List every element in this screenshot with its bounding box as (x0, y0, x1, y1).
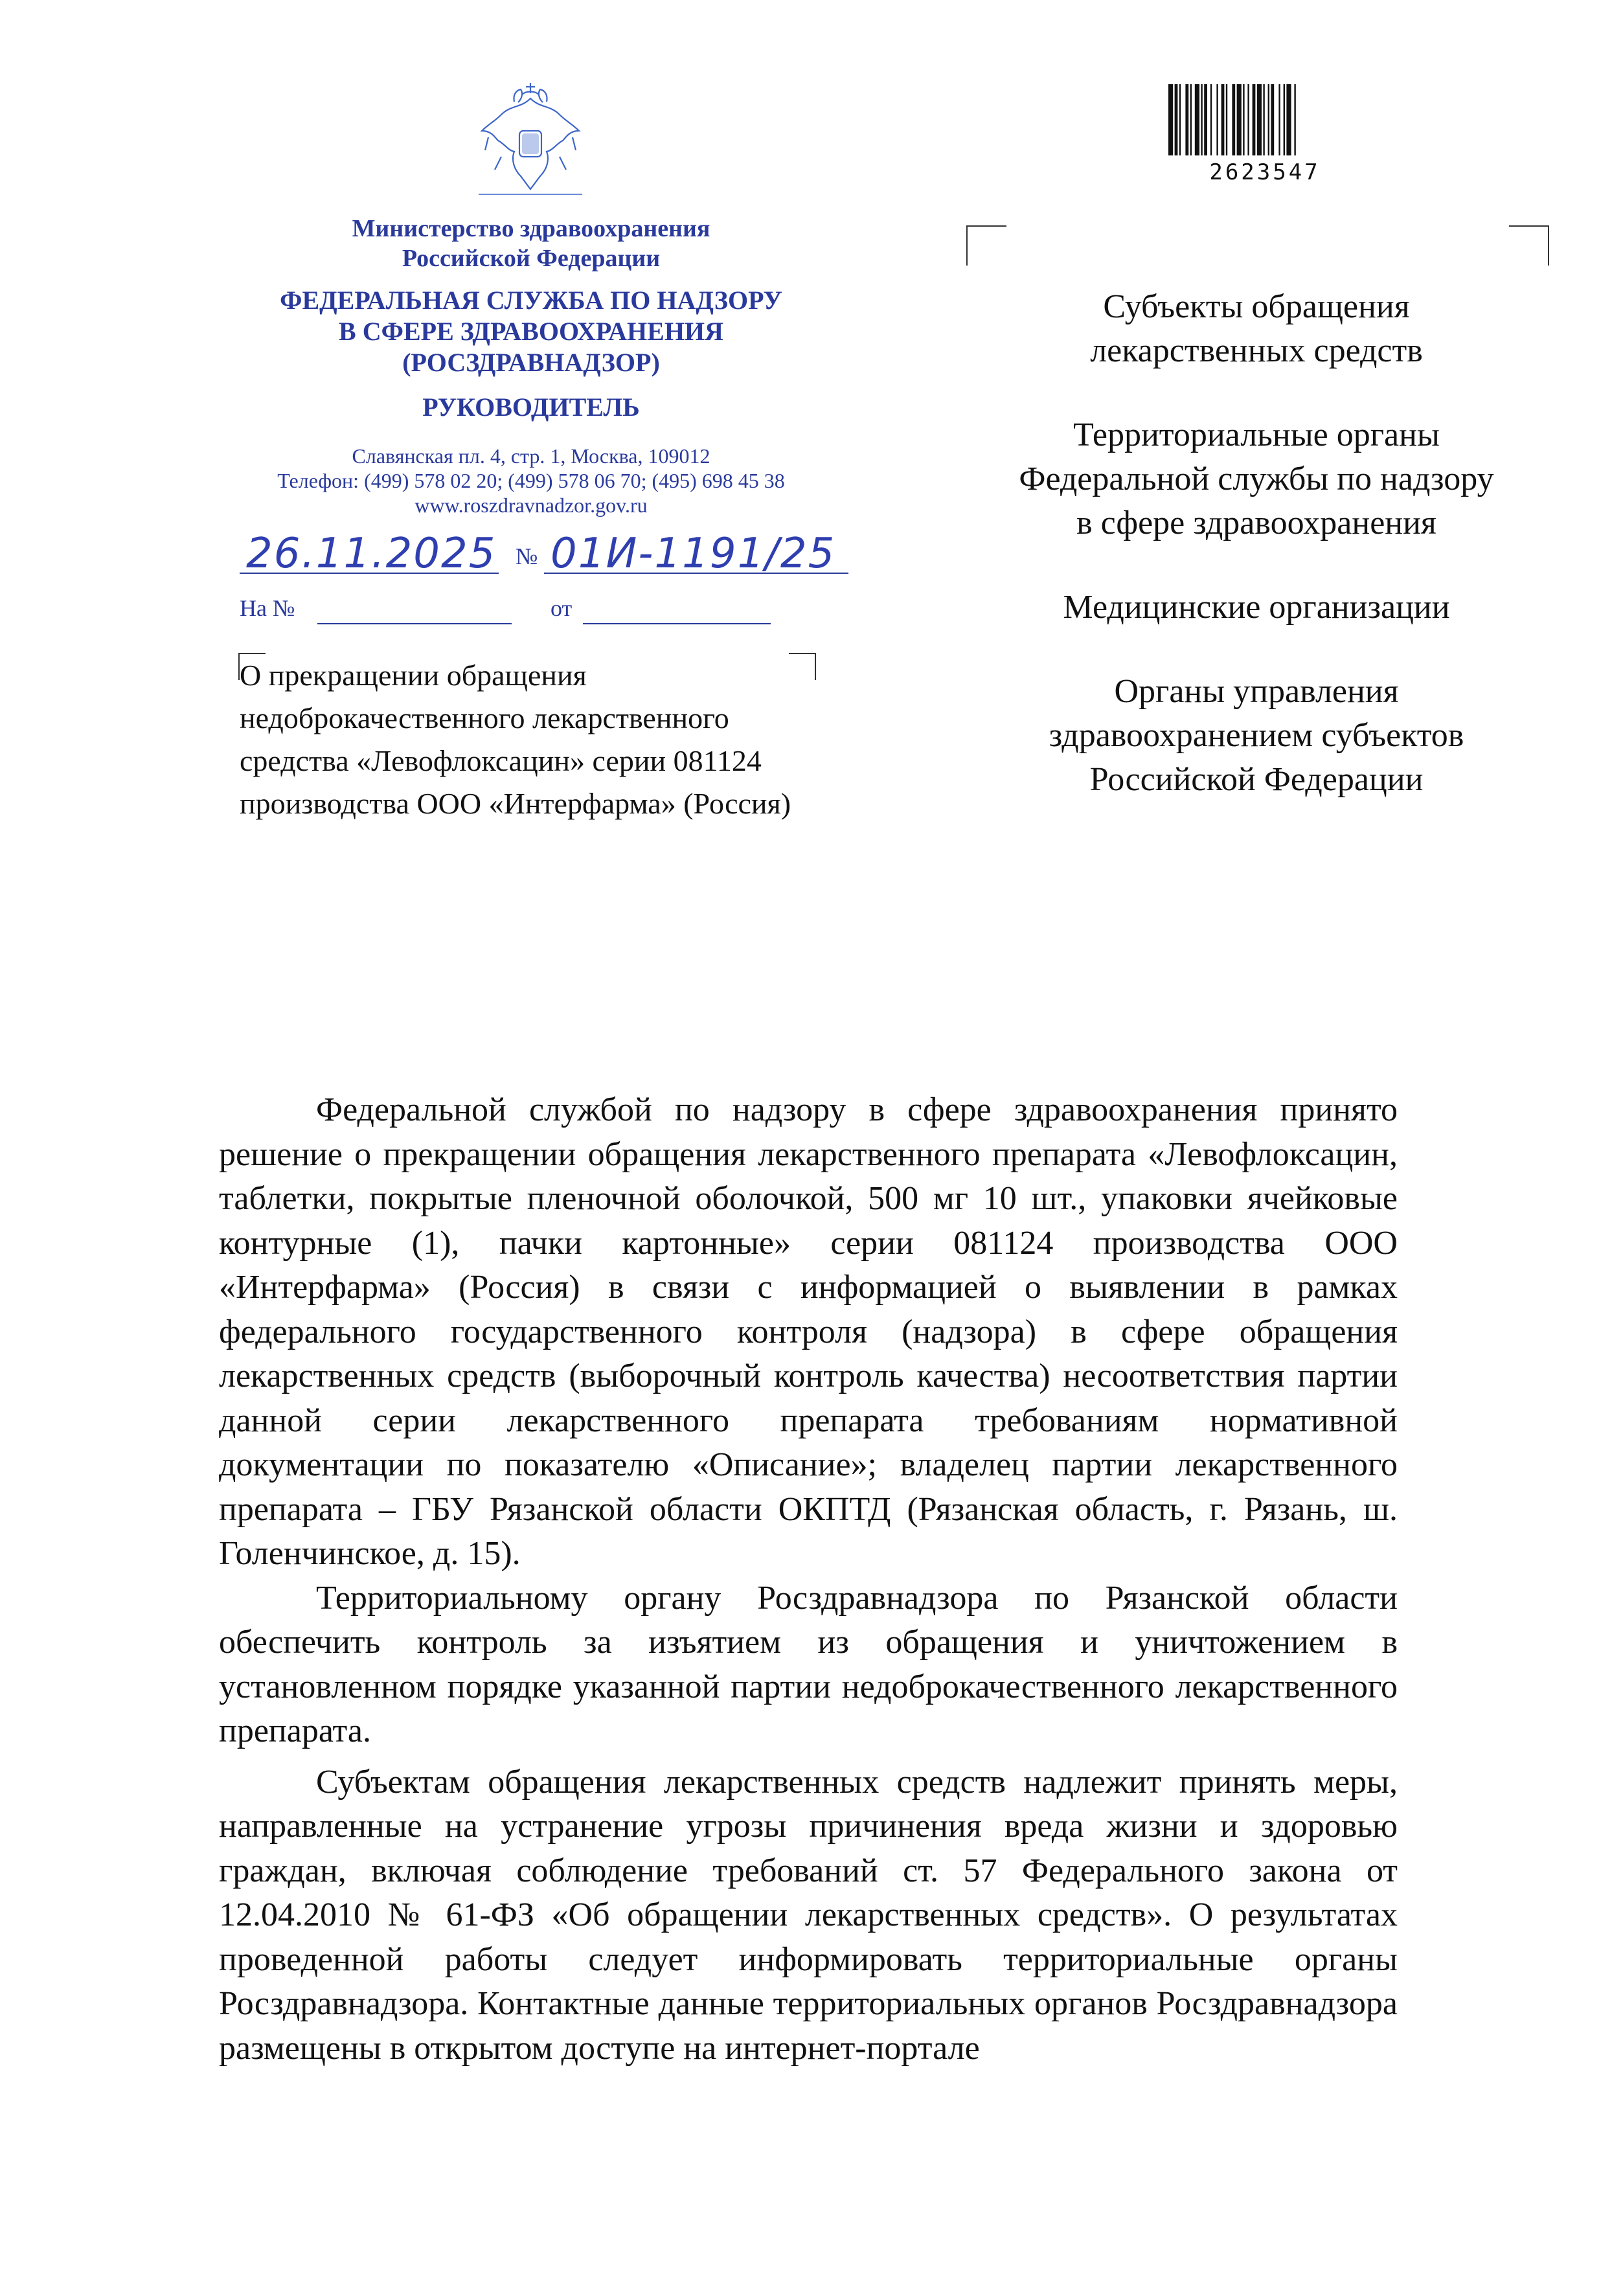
registration-line (240, 530, 861, 582)
body-paragraph: Субъектам обращения лекарственных средств надлежит принять меры, направленные на устранение угрозы причинения вреда жизни и здоровью граждан, включая соблюдение требований ст. 57 Федерального закона от 12.04.2010 № 61-ФЗ «Об обращении лекарственных средств». О результатах проведенной работы следует информировать территориальные органы Росздравнадзора. Контактные данные территориальных органов Росздравнадзора размещены в открытом доступе на интернет-портале (219, 1763, 1398, 2067)
body-paragraph: Территориальному органу Росздравнадзора по Рязанской области обеспечить контроль за изъятием из обращения и уничтожением в установленном порядке указанной партии недоброкачественного лекарственного препарата. (219, 1579, 1398, 1749)
letter-body (219, 1088, 1398, 2071)
recipient-line: Медицинские организации (1063, 589, 1450, 626)
service-name (246, 285, 816, 378)
reference-from-label: от (551, 595, 573, 621)
recipients (971, 285, 1541, 842)
contacts (233, 444, 829, 517)
website-link[interactable]: www.roszdravnadzor.gov.ru (414, 494, 648, 517)
reference-date-blank (583, 623, 771, 624)
registration-date: 26.11.2025 (246, 530, 497, 578)
ministry-line: Министерство здравоохранения (352, 215, 710, 242)
recipient-block (971, 670, 1541, 802)
barcode-icon (1166, 84, 1364, 155)
number-underline (544, 573, 848, 574)
recipient-line: лекарственных средств (1090, 332, 1423, 369)
double-headed-eagle-icon (475, 79, 585, 199)
recipient-block (971, 285, 1541, 373)
subject-line: недоброкачественного лекарственного (240, 701, 729, 734)
recipient-line: здравоохранением субъектов (1049, 717, 1464, 754)
service-line: В СФЕРЕ ЗДРАВООХРАНЕНИЯ (339, 317, 723, 346)
recipient-line: в сфере здравоохранения (1076, 505, 1436, 541)
phone: Телефон: (499) 578 02 20; (499) 578 06 70; (495) 698 45 38 (277, 469, 785, 492)
subject (240, 654, 810, 825)
state-emblem (475, 79, 585, 199)
subject-line: О прекращении обращения (240, 659, 587, 692)
recipient-line: Субъекты обращения (1103, 288, 1410, 325)
subject-line: производства ООО «Интерфарма» (Россия) (240, 787, 791, 820)
recipient-bracket-right (1509, 225, 1549, 266)
service-line: ФЕДЕРАЛЬНАЯ СЛУЖБА ПО НАДЗОРУ (280, 286, 782, 315)
barcode-number: 2623547 (1209, 159, 1321, 185)
address: Славянская пл. 4, стр. 1, Москва, 109012 (352, 444, 710, 468)
subject-line: средства «Левофлоксацин» серии 081124 (240, 744, 762, 777)
head-title: РУКОВОДИТЕЛЬ (422, 392, 640, 422)
recipient-line: Российской Федерации (1089, 761, 1424, 798)
reference-line (240, 595, 835, 633)
reference-number-blank (317, 623, 512, 624)
service-line: (РОСЗДРАВНАДЗОР) (402, 348, 660, 377)
number-label: № (516, 543, 538, 569)
date-underline (240, 573, 499, 574)
recipient-block (971, 585, 1541, 630)
reference-label: На № (240, 595, 295, 621)
recipient-line: Федеральной службы по надзору (1019, 460, 1494, 497)
barcode (1166, 84, 1364, 155)
registration-number: 01И-1191/25 (551, 530, 836, 578)
body-paragraph: Федеральной службой по надзору в сфере здравоохранения принято решение о прекращении обращения лекарственного препарата «Левофлоксацин, таблетки, покрытые пленочной оболочкой, 500 мг 10 шт., упаковки ячейковые контурные (1), пачки картонные» серии 081124 производства ООО «Интерфарма» (Россия) в связи с информацией о выявлении в рамках федерального государственного контроля (надзора) в сфере обращения лекарственных средств (выборочный контроль качества) несоответствия партии данной серии лекарственного препарата требованиям нормативной документации по показателю «Описание»; владелец партии лекарственного препарата – ГБУ Рязанской области ОКПТД (Рязанская область, г. Рязань, ш. Голенчинское, д. 15). (219, 1091, 1398, 1572)
recipient-line: Территориальные органы (1073, 416, 1440, 453)
recipient-line: Органы управления (1114, 673, 1399, 710)
ministry-name (285, 214, 777, 273)
recipient-block (971, 413, 1541, 545)
ministry-line: Российской Федерации (402, 245, 661, 272)
recipient-bracket-left (966, 225, 1006, 266)
